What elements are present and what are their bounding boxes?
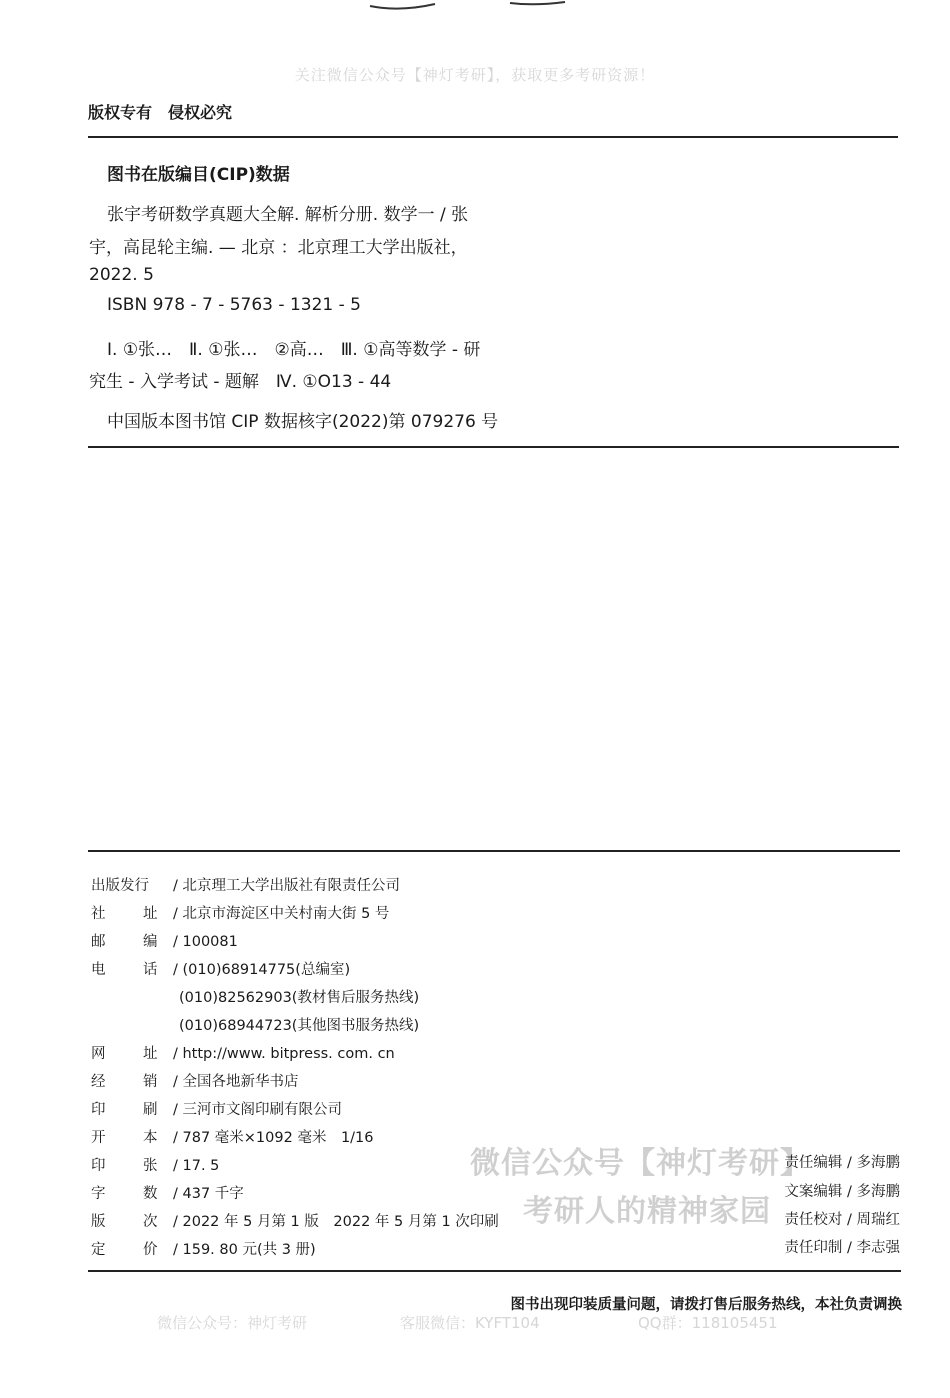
info-label: 印 — [91, 1102, 106, 1118]
info-value: / 三河市文阁印刷有限公司 — [173, 1102, 342, 1118]
cip-line: 究生 - 入学考试 - 题解 Ⅳ. ①O13 - 44 — [89, 372, 392, 392]
distributor-row — [91, 1070, 299, 1091]
staff-credit: 责任校对 / 周瑞红 — [784, 1212, 900, 1228]
divider — [88, 1270, 901, 1272]
info-value: / 100081 — [173, 934, 238, 950]
bottom-watermark: QQ群：118105451 — [638, 1314, 778, 1332]
price-row — [91, 1238, 316, 1259]
info-value: / 北京理工大学出版社有限责任公司 — [173, 878, 400, 894]
info-label: 开 — [91, 1130, 106, 1146]
info-label: 出版发行 — [91, 878, 149, 894]
divider — [88, 446, 899, 448]
info-value: / 159. 80 元(共 3 册) — [173, 1242, 316, 1258]
info-label: 张 — [143, 1158, 158, 1174]
info-label: 社 — [91, 906, 106, 922]
info-label: 经 — [91, 1074, 106, 1090]
staff-credit: 文案编辑 / 多海鹏 — [784, 1184, 900, 1200]
info-label: 次 — [143, 1214, 158, 1230]
info-label: 印 — [91, 1158, 106, 1174]
cip-isbn: ISBN 978 - 7 - 5763 - 1321 - 5 — [107, 295, 361, 315]
sheets-row — [91, 1154, 219, 1175]
wordcount-row — [91, 1182, 244, 1203]
info-label: 定 — [91, 1242, 106, 1258]
info-label: 邮 — [91, 934, 106, 950]
info-label: 编 — [143, 934, 158, 950]
info-value: / 全国各地新华书店 — [173, 1074, 299, 1090]
printer-row — [91, 1098, 342, 1119]
address-row — [91, 902, 389, 923]
info-label: 数 — [143, 1186, 158, 1202]
info-label: 价 — [143, 1242, 158, 1258]
website-row — [91, 1042, 395, 1063]
cip-verification: 中国版本图书馆 CIP 数据核字(2022)第 079276 号 — [107, 412, 499, 432]
info-label: 本 — [143, 1130, 158, 1146]
cip-line: 2022. 5 — [89, 265, 154, 285]
info-label: 字 — [91, 1186, 106, 1202]
format-row — [91, 1126, 374, 1147]
info-value: / 787 毫米×1092 毫米 1/16 — [173, 1130, 374, 1146]
info-value: / 437 千字 — [173, 1186, 244, 1202]
quality-notice: 图书出现印装质量问题，请拨打售后服务热线，本社负责调换 — [510, 1297, 902, 1313]
phone-extra: (010)68944723(其他图书服务热线) — [179, 1018, 420, 1034]
middle-watermark: 考研人的精神家园 — [523, 1194, 771, 1229]
info-value: / (010)68914775(总编室) — [173, 962, 351, 978]
info-value: / 北京市海淀区中关村南大街 5 号 — [173, 906, 390, 922]
cip-line: Ⅰ. ①张… Ⅱ. ①张… ②高… Ⅲ. ①高等数学 - 研 — [107, 340, 481, 360]
postcode-row — [91, 930, 238, 951]
info-label: 版 — [91, 1214, 106, 1230]
info-label: 址 — [143, 906, 158, 922]
publisher-row — [91, 874, 400, 895]
cip-line: 宇，高昆轮主编. — 北京 ：北京理工大学出版社， — [89, 238, 468, 258]
phone-row — [91, 958, 350, 979]
cip-line: 张宇考研数学真题大全解. 解析分册. 数学一 / 张 — [107, 205, 469, 225]
info-value: / http://www. bitpress. com. cn — [173, 1046, 395, 1062]
divider — [88, 136, 898, 138]
info-value: / 17. 5 — [173, 1158, 220, 1174]
edition-row — [91, 1210, 499, 1231]
info-label: 电 — [91, 962, 106, 978]
staff-credit: 责任印制 / 李志强 — [784, 1240, 900, 1256]
copyright-notice: 版权专有 侵权必究 — [88, 103, 233, 122]
bottom-watermark: 微信公众号：神灯考研 — [157, 1314, 308, 1332]
info-label: 址 — [143, 1046, 158, 1062]
info-label: 话 — [143, 962, 158, 978]
info-label: 刷 — [143, 1102, 158, 1118]
phone-extra: (010)82562903(教材售后服务热线) — [179, 990, 420, 1006]
info-value: / 2022 年 5 月第 1 版 2022 年 5 月第 1 次印刷 — [173, 1214, 499, 1230]
top-watermark: 关注微信公众号【神灯考研】，获取更多考研资源！ — [294, 66, 656, 84]
cip-title: 图书在版编目(CIP)数据 — [107, 165, 290, 185]
bottom-watermark: 客服微信：KYFT104 — [400, 1314, 540, 1332]
divider — [88, 850, 900, 852]
info-label: 网 — [91, 1046, 106, 1062]
staff-credit: 责任编辑 / 多海鹏 — [784, 1155, 900, 1171]
scan-mark — [360, 0, 580, 14]
middle-watermark: 微信公众号【神灯考研】 — [470, 1146, 811, 1181]
info-label: 销 — [143, 1074, 158, 1090]
